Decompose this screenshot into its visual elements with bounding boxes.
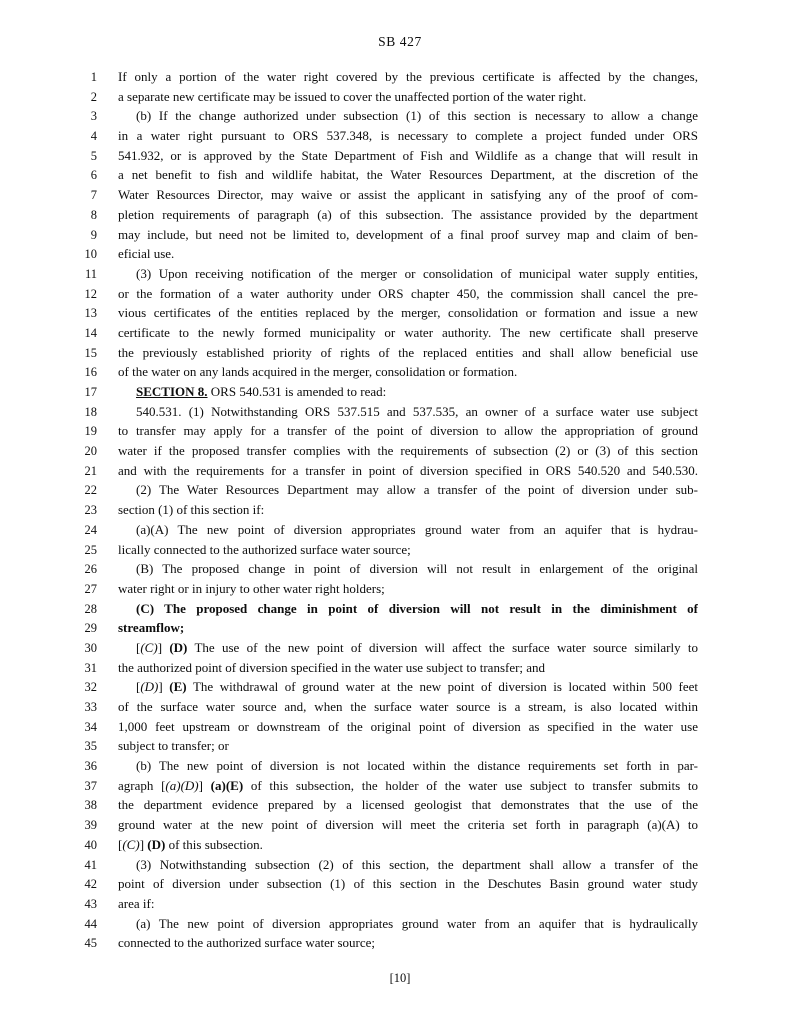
line-number: 36 xyxy=(84,759,97,774)
text-line xyxy=(56,914,698,934)
line-text: connected to the authorized surface water source; xyxy=(118,935,375,951)
text-line xyxy=(56,795,698,815)
text-line xyxy=(56,323,698,343)
line-number: 10 xyxy=(84,247,97,262)
text-line xyxy=(56,736,698,756)
line-text: (b) The new point of diversion is not located within the distance requirements set forth in par- xyxy=(136,758,698,774)
line-text: the authorized point of diversion specified in the water use subject to transfer; and xyxy=(118,659,546,675)
line-number: 14 xyxy=(84,325,97,340)
line-text: If only a portion of the water right covered by the previous certificate is affected by the changes, xyxy=(118,69,698,84)
line-number: 4 xyxy=(90,129,97,144)
line-number: 38 xyxy=(84,798,97,813)
line-text: SECTION 8. ORS 540.531 is amended to read: xyxy=(136,384,387,399)
line-text: point of diversion under subsection (1) of this section in the Deschutes Basin ground water study xyxy=(118,876,698,892)
line-text: water if the proposed transfer complies with the requirements of subsection (2) or (3) of this section xyxy=(118,443,698,459)
text-line xyxy=(56,658,698,678)
line-text: agraph [(a)(D)] (a)(E) of this subsection, the holder of the water use subject to transfer submits to xyxy=(118,777,698,793)
line-number: 26 xyxy=(84,562,97,577)
line-text: vious certificates of the entities replaced by the merger, consolidation or formation and issue a new xyxy=(118,305,698,321)
line-number: 39 xyxy=(84,818,97,833)
line-text: (C) The proposed change in point of diversion will not result in the diminishment of xyxy=(136,600,698,616)
text-line xyxy=(56,480,698,500)
line-number: 20 xyxy=(84,444,97,459)
text-line xyxy=(56,855,698,875)
line-text: [(D)] (E) The withdrawal of ground water at the new point of diversion is located within 500 feet xyxy=(136,679,698,695)
text-line xyxy=(56,756,698,776)
text-line xyxy=(56,205,698,225)
line-text: 540.531. (1) Notwithstanding ORS 537.515 and 537.535, an owner of a surface water use subject xyxy=(136,403,698,419)
bill-number-header: SB 427 xyxy=(378,34,422,49)
line-text: pletion requirements of paragraph (a) of this subsection. The assistance provided by the department xyxy=(118,206,698,222)
line-text: [(C)] (D) of this subsection. xyxy=(118,836,263,852)
text-line xyxy=(56,933,698,953)
text-line xyxy=(56,697,698,717)
line-text: 541.932, or is approved by the State Department of Fish and Wildlife as a change that will result in xyxy=(118,147,698,163)
line-text: 1,000 feet upstream or downstream of the original point of diversion as specified in the water use xyxy=(118,718,698,734)
line-number: 32 xyxy=(84,680,97,695)
line-number: 9 xyxy=(90,227,97,242)
line-number: 3 xyxy=(90,109,97,124)
line-number: 33 xyxy=(84,700,97,714)
text-line xyxy=(56,540,698,560)
line-text: [(C)] (D) The use of the new point of diversion will affect the surface water source similarly to xyxy=(136,639,698,655)
line-number: 28 xyxy=(84,601,97,616)
line-number: 25 xyxy=(84,542,97,557)
line-number: 15 xyxy=(84,345,97,360)
line-number: 7 xyxy=(90,188,97,203)
text-line xyxy=(56,284,698,304)
text-line xyxy=(56,461,698,481)
bill-text-body xyxy=(56,67,698,953)
line-text: (a)(A) The new point of diversion appropriates ground water from an aquifer that is hydrau- xyxy=(136,521,698,537)
line-text: (2) The Water Resources Department may allow a transfer of the point of diversion under sub- xyxy=(136,482,698,498)
line-number: 41 xyxy=(84,857,97,872)
line-number: 37 xyxy=(84,778,97,793)
text-line xyxy=(56,264,698,284)
text-line xyxy=(56,146,698,166)
line-number: 6 xyxy=(90,168,97,183)
line-text: a net benefit to fish and wildlife habitat, the Water Resources Department, at the discretion of the xyxy=(118,167,698,183)
text-line xyxy=(56,599,698,619)
text-line xyxy=(56,717,698,737)
text-line xyxy=(56,441,698,461)
line-number: 45 xyxy=(84,936,97,951)
line-number: 19 xyxy=(84,424,97,439)
line-number: 2 xyxy=(90,89,97,104)
line-text: may include, but need not be limited to, development of a final proof survey map and claim of ben- xyxy=(118,226,698,242)
line-text: streamflow; xyxy=(118,620,185,636)
line-number: 22 xyxy=(84,483,97,498)
line-text: in a water right pursuant to ORS 537.348, is necessary to complete a project funded under ORS xyxy=(118,128,698,144)
line-text: (a) The new point of diversion appropriates ground water from an aquifer that is hydraulically xyxy=(136,915,698,931)
text-line xyxy=(56,87,698,107)
line-text: to transfer may apply for a transfer of the point of diversion to allow the appropriation of ground xyxy=(118,423,698,439)
text-line xyxy=(56,303,698,323)
line-number: 23 xyxy=(84,503,97,518)
line-number: 34 xyxy=(84,719,97,734)
text-line xyxy=(56,165,698,185)
line-number: 12 xyxy=(84,286,97,301)
line-text: lically connected to the authorized surface water source; xyxy=(118,541,411,557)
line-number: 18 xyxy=(84,404,97,419)
line-number: 31 xyxy=(84,660,97,675)
text-line xyxy=(56,382,698,402)
text-line xyxy=(56,874,698,894)
line-number: 1 xyxy=(90,70,97,84)
line-text: certificate to the newly formed municipality or water authority. The new certificate shall preserve xyxy=(118,324,698,340)
line-text: (B) The proposed change in point of diversion will not result in enlargement of the original xyxy=(136,561,698,577)
line-number: 30 xyxy=(84,640,97,655)
line-number: 21 xyxy=(84,463,97,478)
text-line xyxy=(56,559,698,579)
line-text: the department evidence prepared by a licensed geologist that demonstrates that the use of the xyxy=(118,797,698,813)
line-number: 29 xyxy=(84,621,97,636)
line-number: 35 xyxy=(84,739,97,754)
line-text: a separate new certificate may be issued to cover the unaffected portion of the water right. xyxy=(118,88,587,104)
line-number: 8 xyxy=(90,207,97,222)
line-text: or the formation of a water authority under ORS chapter 450, the commission shall cancel the pre- xyxy=(118,285,698,301)
line-number: 27 xyxy=(84,581,97,596)
line-text: of the water on any lands acquired in the merger, consolidation or formation. xyxy=(118,364,518,380)
text-line xyxy=(56,815,698,835)
text-line xyxy=(56,67,698,87)
text-line xyxy=(56,126,698,146)
line-text: water right or in injury to other water right holders; xyxy=(118,580,385,596)
text-line xyxy=(56,520,698,540)
line-text: of the surface water source and, when the surface water source is a stream, is also located within xyxy=(118,699,698,714)
text-line xyxy=(56,500,698,520)
line-text: (b) If the change authorized under subsection (1) of this section is necessary to allow a change xyxy=(136,108,698,124)
line-text: (3) Notwithstanding subsection (2) of this section, the department shall allow a transfer of the xyxy=(136,856,698,872)
line-number: 17 xyxy=(84,385,97,399)
line-text: eficial use. xyxy=(118,246,175,262)
text-line xyxy=(56,106,698,126)
line-number: 40 xyxy=(84,837,97,852)
line-number: 13 xyxy=(84,306,97,321)
text-line xyxy=(56,244,698,264)
line-text: ground water at the new point of diversion will meet the criteria set forth in paragraph (a)(A) to xyxy=(118,817,698,833)
text-line xyxy=(56,185,698,205)
line-number: 24 xyxy=(84,522,97,537)
line-text: the previously established priority of rights of the replaced entities and shall allow beneficial use xyxy=(118,344,698,360)
text-line xyxy=(56,579,698,599)
text-line xyxy=(56,835,698,855)
text-line xyxy=(56,638,698,658)
page-number: [10] xyxy=(389,971,411,985)
text-line xyxy=(56,677,698,697)
line-text: area if: xyxy=(118,895,155,911)
text-line xyxy=(56,225,698,245)
line-number: 44 xyxy=(84,916,97,931)
text-line xyxy=(56,343,698,363)
line-text: (3) Upon receiving notification of the merger or consolidation of municipal water supply entities, xyxy=(136,265,698,281)
line-number: 16 xyxy=(84,365,97,380)
text-line xyxy=(56,618,698,638)
line-number: 11 xyxy=(84,266,97,281)
text-line xyxy=(56,894,698,914)
line-number: 42 xyxy=(84,877,97,892)
line-text: Water Resources Director, may waive or assist the applicant in satisfying any of the proof of com- xyxy=(118,187,698,203)
text-line xyxy=(56,421,698,441)
text-line xyxy=(56,362,698,382)
line-text: and with the requirements for a transfer in point of diversion specified in ORS 540.520 and 540.530. xyxy=(118,462,698,478)
text-line xyxy=(56,402,698,422)
text-line xyxy=(56,776,698,796)
line-text: section (1) of this section if: xyxy=(118,502,265,518)
line-number: 43 xyxy=(84,896,97,911)
line-number: 5 xyxy=(90,148,97,163)
line-text: subject to transfer; or xyxy=(118,738,229,754)
